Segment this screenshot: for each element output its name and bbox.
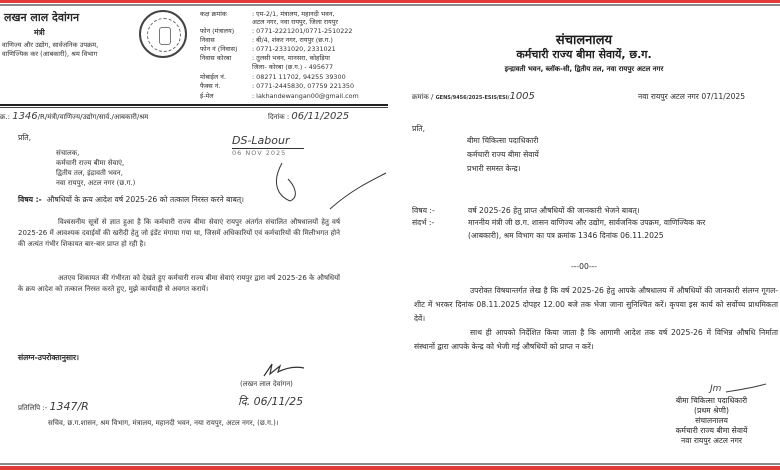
contact-row: फोन नं (निवास) : 0771-2331020, 2331021	[200, 45, 336, 53]
contact-row: फोन (मंत्रालय) : 0771-2221201/0771-2510222	[200, 27, 353, 35]
email-row: ई-मेल : lakhandewangan00@gmail.com	[200, 92, 359, 100]
directorate-letter	[388, 6, 780, 463]
frame-bottom-red-line	[0, 466, 780, 470]
signature-block: बीमा चिकित्सा पदाधिकारी (प्रथम श्रेणी) संचालनालय कर्मचारी राज्य बीमा सेवायें नवा रायपुर अटल नगर	[675, 396, 748, 445]
recipient-line: बीमा चिकित्सा पदाधिकारी	[467, 136, 539, 145]
place-date: नवा रायपुर अटल नगर 07/11/2025	[638, 92, 746, 101]
letterhead-name: लखन लाल देवांगन	[4, 11, 80, 24]
header-address: इन्द्रावती भवन, ब्लॉक-सी, द्वितीय तल, नवा रायपुर अटल नगर	[504, 65, 664, 73]
state-emblem-icon	[139, 10, 187, 58]
contact-row: निवास कोरबा : तुलसी भवन, मानसरा, कोहड़िया	[200, 54, 330, 62]
contact-row: निवास : बी/4, शंकर नगर, रायपुर (छ.ग.)	[200, 36, 333, 44]
body-paragraph-1: उपरोक्त विषयान्तर्गत लेख है कि वर्ष 2025-26 हेतु आपके औषधालय में औषधियों की जानकारी संलग्न गूगल-शीट में भरकर दिनांक 08.11.2025 दोपहर 12.00 बजे तक भेजा जाना सुनिश्चित करें। कृपया इस कार्य को सर्वोच्च प्राथमिकता देवें।	[414, 286, 778, 323]
reference-line-2: (आबकारी), श्रम विभाग का पत्र क्रमांक 1346 दिनांक 06.11.2025	[468, 231, 664, 240]
body-paragraph-2: साथ ही आपको निर्देशित किया जाता है कि आगामी आदेश तक वर्ष 2025-26 में विभिन्न औषधि निर्माता संस्थानों द्वारा आपके केन्द्र को भेजी गई औषधियों को प्राप्त न करें।	[414, 328, 778, 351]
contact-row: अटल नगर, नवा रायपुर, जिला रायपुर	[252, 18, 338, 26]
letterhead-portfolio-line2: वाणिज्यिक कर (आबकारी), श्रम विभाग	[2, 50, 98, 58]
enclosure-note: संलग्न-उपरोक्तानुसार।	[18, 353, 79, 362]
reference-label: संदर्भ :-	[412, 218, 435, 227]
minister-signature-icon	[260, 360, 308, 380]
contact-row: जिला- कोरबा (छ.ग.) - 495677	[252, 63, 334, 71]
frame-top-red-line	[0, 0, 780, 3]
reference-number: क्रमांक / GENS/9456/2025-ESIS/ESI/1005	[412, 91, 535, 102]
reference-line-1: माननीय मंत्री जी छ.ग. शासन वाणिज्य और उद्योग, सार्वजनिक उपक्रम, वाणिज्यिक कर	[468, 218, 706, 227]
recipient-line: प्रभारी समस्त केन्द्र।	[467, 164, 521, 173]
letterhead-divider	[0, 104, 388, 108]
separator: ---00---	[570, 262, 598, 271]
copy-to: सचिव, छ.ग.शासन, श्रम विभाग, मंत्रालय, महानदी भवन, नया रायपुर, अटल नगर, (छ.ग.)।	[48, 419, 279, 427]
to-label: प्रति,	[412, 124, 426, 133]
minister-letter	[0, 6, 388, 463]
receipt-stamp: DS-Labour 06 NOV 2025	[232, 134, 304, 157]
officer-initials: Jm	[710, 384, 722, 394]
body-paragraph-2: अतएव शिकायत की गंभीरता को देखते हुए कर्मचारी राज्य बीमा सेवाएं रायपुर द्वारा वर्ष 2025-26 के औषधियों के क्रय आदेश को तत्काल निरस्त करते हुए, मुझे कार्यवाही से अवगत करायें।	[18, 274, 340, 293]
recipient-line: नवा रायपुर, अटल नगर (छ.ग.)	[56, 179, 136, 187]
officer-signature-icon	[718, 382, 768, 396]
marginal-note-scribble-icon	[270, 161, 388, 211]
recipient-line: संचालक,	[56, 149, 80, 157]
subject-line: विषय :- औषधियों के क्रय आदेश वर्ष 2025-26 को तत्काल निरस्त करने बाबत्।	[18, 195, 245, 204]
header-title: संचालनालय	[555, 33, 613, 48]
subject-text: वर्ष 2025-26 हेतु प्राप्त औषधियों की जानकारी भेजने बाबत्।	[468, 206, 640, 215]
letter-date: दिनांक : 06/11/2025	[268, 111, 350, 122]
subject-label: विषय :-	[412, 206, 435, 215]
signatory-name: (लखन लाल देवांगन)	[240, 380, 293, 388]
contact-row: मोबाईल नं. : 08271 11702, 94255 39300	[200, 73, 346, 81]
recipient-line: द्वितीय तल, इंद्रावती भवन,	[56, 169, 123, 177]
to-label: प्रति,	[18, 133, 32, 142]
recipient-line: कर्मचारी राज्य बीमा सेवाएं,	[56, 159, 125, 167]
body-paragraph-1: विश्वसनीय सूत्रों से ज्ञात हुआ है कि कर्मचारी राज्य बीमा सेवाएं रायपुर अंतर्गत संचालित औषधालयों हेतु वर्ष 2025-26 में आवश्यक दवाईयों की खरीदी हेतु जो इंडेंट मंगाया गया था, जिसमें अधिकारियों एवं कर्मचारियों की मिलीभगत होने की अत्यंत गंभीर शिकायत बार-बार प्राप्त हो रही है।	[18, 218, 340, 248]
letterhead-portfolio-line1: वाणिज्य और उद्योग, सार्वजनिक उपक्रम,	[2, 41, 99, 49]
recipient-line: कर्मचारी राज्य बीमा सेवायें	[467, 150, 539, 159]
header-subtitle: कर्मचारी राज्य बीमा सेवायें, छ.ग.	[516, 48, 652, 61]
contact-row: फैक्स नं. : 0771-2445830, 07759 221350	[200, 82, 355, 90]
contact-row: कक्ष क्रमांक : एम-2/1, मंत्रालय, महानदी भवन,	[200, 10, 335, 18]
copy-label: प्रतिलिपि :- 1347/R	[18, 400, 89, 413]
sign-date: दि. 06/11/25	[238, 395, 304, 408]
frame-bottom-gray-line	[0, 463, 780, 465]
reference-number: क्र.: 1346/R/मंत्री/वाणिज्य/उद्योग/सार्व./आबकारी/श्रम	[0, 111, 149, 122]
letterhead-designation: मंत्री	[34, 28, 45, 37]
